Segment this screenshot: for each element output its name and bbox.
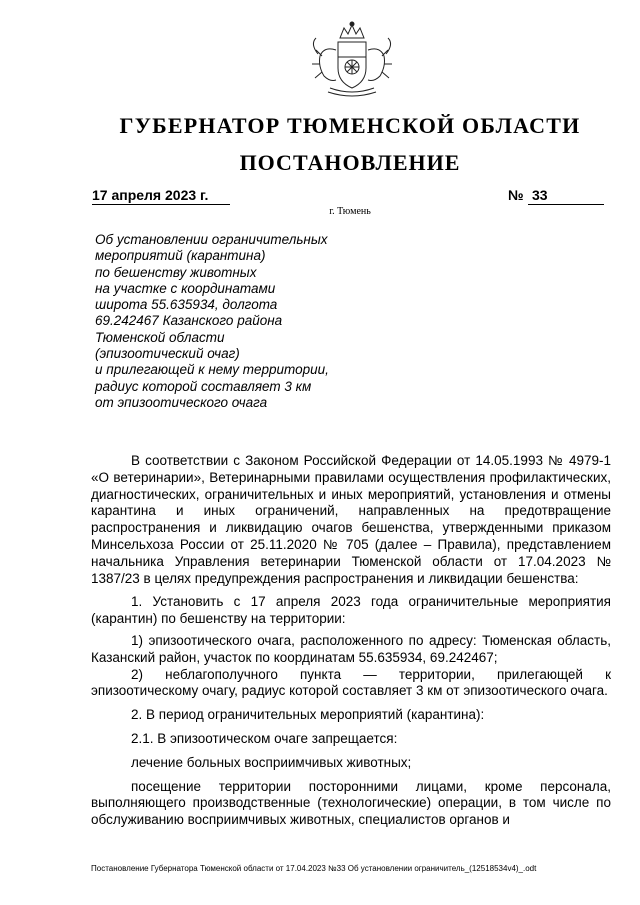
coat-of-arms-emblem (300, 20, 404, 100)
subject-line: 69.242467 Казанского района (95, 313, 283, 329)
page-footer: Постановление Губернатора Тюменской области от 17.04.2023 №33 Об установлении ограничитель_(12518534v4)_.odt (91, 864, 537, 873)
subject-line: по бешенству животных (95, 264, 257, 280)
issuer-title: ГУБЕРНАТОР ТЮМЕНСКОЙ ОБЛАСТИ (119, 113, 581, 138)
subject-line: на участке с координатами (95, 280, 276, 296)
document-type-title: ПОСТАНОВЛЕНИЕ (239, 150, 461, 175)
document-body (91, 453, 611, 829)
document-date: 17 апреля 2023 г. (92, 187, 230, 205)
subject-line: широта 55.635934, долгота (95, 297, 278, 313)
document-number: 33 (528, 187, 604, 205)
subject-line: мероприятий (карантина) (95, 248, 266, 264)
body-paragraph: 2) неблагополучного пункта — территории, прилегающей к эпизоотическому очагу, радиус которой составляет 3 км от эпизоотического очага. (91, 666, 611, 699)
subject-line: Тюменской области (95, 329, 225, 345)
body-paragraph: В соответствии с Законом Российской Федерации от 14.05.1993 № 4979-1 «О ветеринарии», Ветеринарными правилами осуществления профилактических, диагностических, ограничительных и иных мероприятий, установления и отмены карантина и иных ограничений, направленных на предотвращение распространения и ликвидацию очагов бешенства, утвержденными приказом Минсельхоза России от 25.11.2020 № 705 (далее – Правила), представлением начальника Управления ветеринарии Тюменской области от 17.04.2023 № 1387/23 в целях предупреждения распространения и ликвидации бешенства: (91, 453, 611, 586)
subject-line: и прилегающей к нему территории, (95, 362, 329, 378)
subject-line: (эпизоотический очаг) (95, 346, 240, 362)
subject-line: от эпизоотического очага (95, 394, 268, 410)
document-subject (95, 232, 355, 411)
body-paragraph: лечение больных восприимчивых животных; (131, 754, 412, 770)
subject-line: Об установлении ограничительных (95, 232, 328, 247)
body-paragraph: 1. Установить с 17 апреля 2023 года ограничительные мероприятия (карантин) по бешенству на территории: (91, 594, 611, 627)
body-paragraph: 1) эпизоотического очага, расположенного по адресу: Тюменская область, Казанский район, участок по координатам 55.635934, 69.242467; (91, 632, 611, 665)
body-paragraph: посещение территории посторонними лицами, кроме персонала, выполняющего производственные (технологические) операции, в том числе по обслуживанию восприимчивых животных, специалистов органов и (91, 778, 611, 828)
body-paragraph: 2. В период ограничительных мероприятий (карантина): (131, 707, 485, 723)
body-paragraph: 2.1. В эпизоотическом очаге запрещается: (131, 730, 398, 746)
city-label: г. Тюмень (329, 206, 371, 217)
subject-line: радиус которой составляет 3 км (95, 378, 312, 394)
number-label: № (508, 187, 524, 203)
